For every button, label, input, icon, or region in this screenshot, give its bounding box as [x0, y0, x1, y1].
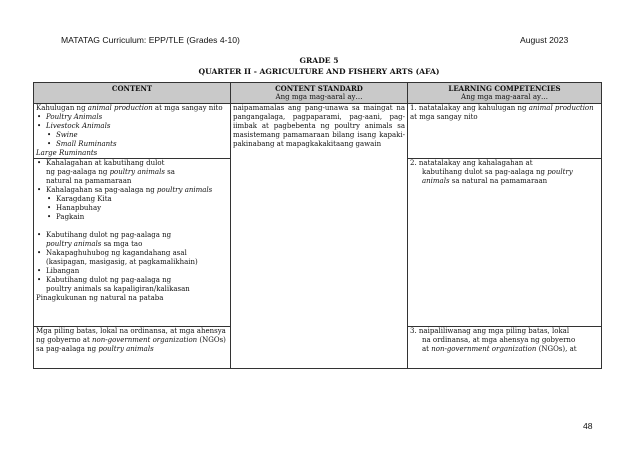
italic-term: non-government organization: [92, 336, 198, 344]
column-header-label: CONTENT STANDARD: [275, 84, 363, 93]
list-item: [36, 186, 228, 195]
text-span: Pagkain: [56, 213, 85, 221]
table-row: [34, 104, 602, 159]
text-span: sa natural na pamamaraan: [449, 177, 548, 185]
list-item: [46, 195, 228, 204]
text-span: Karagdang Kita: [56, 195, 112, 203]
content-list: [36, 113, 228, 149]
text-span: at mga sangay nito: [152, 104, 223, 112]
list-item: [36, 113, 228, 122]
text-span: at: [422, 345, 432, 353]
text-span: (NGOs), at: [536, 345, 577, 353]
text-span: sa mga tao: [101, 240, 143, 248]
competency-line: [410, 345, 599, 354]
page-number: 48: [583, 421, 593, 431]
list-item: [36, 122, 228, 131]
content-cell: [34, 104, 231, 159]
text-span: sa: [164, 168, 175, 176]
text-span: Kabutihang dulot ng pag-aalaga ng: [46, 231, 172, 239]
text-span: (NGOs) sa pag-aalaga ng: [36, 336, 226, 353]
italic-term: poultry animals: [46, 240, 102, 248]
italic-term: Large Ruminants: [36, 149, 98, 157]
text-span: 1. natatalakay ang kahulugan ng: [410, 104, 529, 112]
competency-line: na ordinansa, at mga ahensya ng gobyerno: [422, 336, 576, 344]
grade-title: GRADE 5: [299, 56, 339, 65]
column-header-label: CONTENT: [111, 84, 153, 93]
text-span: (kasipagan, masigasig, at pagkamalikhain): [46, 258, 198, 266]
list-item: [36, 276, 228, 294]
list-item: [46, 131, 228, 140]
content-list: [36, 159, 228, 222]
column-header-content-standard: [231, 83, 408, 104]
competency-cell: [408, 159, 602, 327]
italic-term: animals: [422, 177, 450, 185]
document-header-title: MATATAG Curriculum: EPP/TLE (Grades 4-10): [61, 35, 240, 45]
quarter-title: QUARTER II - AGRICULTURE AND FISHERY ARTS (AFA): [198, 67, 440, 76]
content-cell: [34, 327, 231, 369]
text-span: Kabutihang dulot ng pag-aalaga ng: [46, 276, 172, 284]
italic-term: Poultry Animals: [46, 113, 103, 121]
text-span: Kahalagahan at kabutihang dulot: [46, 159, 165, 167]
text-span: ng pag-aalaga ng: [46, 168, 110, 176]
italic-term: non-government organization: [431, 345, 537, 353]
text-span: Libangan: [46, 267, 80, 275]
column-header-content: [34, 83, 231, 104]
italic-term: poultry: [547, 168, 573, 176]
competency-line: [410, 177, 599, 186]
competency-line: 2. natatalakay ang kahalagahan at: [410, 159, 533, 167]
list-item: [46, 140, 228, 149]
column-header-sublabel: Ang mga mag-aaral ay…: [275, 93, 363, 101]
text-span: at mga sangay nito: [410, 113, 478, 121]
curriculum-table: [33, 82, 602, 369]
competency-line: [410, 168, 599, 177]
document-header-date: August 2023: [520, 35, 569, 45]
italic-term: Livestock Animals: [46, 122, 111, 130]
text-span: Nakapaghuhubog ng kagandahang asal: [46, 249, 187, 257]
list-item: [36, 231, 228, 249]
competency-cell: [408, 327, 602, 369]
italic-term: poultry animals: [98, 345, 154, 353]
content-standard-cell: [231, 104, 408, 369]
italic-term: animal production: [528, 104, 594, 112]
column-header-label: LEARNING COMPETENCIES: [448, 84, 561, 93]
italic-term: Swine: [56, 131, 78, 139]
content-cell: [34, 159, 231, 327]
italic-term: poultry animals: [156, 186, 213, 194]
list-item: [36, 249, 228, 267]
text-span: natural na pamamaraan: [46, 177, 132, 185]
text-span: kabutihang dulot sa pag-aalaga ng: [422, 168, 548, 176]
table-header-row: [34, 83, 602, 104]
text-span: Kahalagahan sa pag-aalaga ng: [46, 186, 157, 194]
content-tail: [36, 149, 228, 158]
list-item: [46, 213, 228, 222]
italic-term: poultry animals: [109, 168, 165, 176]
text-span: Hanapbuhay: [56, 204, 102, 212]
competency-cell: [408, 104, 602, 159]
competency-line: 3. naipaliliwanag ang mga piling batas, lokal: [410, 327, 570, 335]
list-item: [36, 159, 228, 186]
column-header-learning-competencies: [408, 83, 602, 104]
content-list: [36, 231, 228, 294]
text-span: poultry animals sa kapaligiran/kalikasan: [46, 285, 190, 293]
list-item: [36, 267, 228, 276]
text-span: Mga piling batas, lokal na ordinansa, at mga ahensya ng gobyerno at: [36, 327, 226, 344]
content-standard-text: naipamamalas ang pang-unawa sa maingat na pangangalaga, pagpaparami, pag-aani, pag-iimbak at pagbebenta ng poultry animals sa masistemang pamamaraan bilang isang kapaki-pakinabang at mapagkakakitaang gawain: [233, 104, 405, 148]
list-item: [46, 204, 228, 213]
column-header-sublabel: Ang mga mag-aaral ay…: [461, 93, 548, 101]
text-span: Kahulugan ng: [36, 104, 88, 112]
italic-term: Small Ruminants: [56, 140, 117, 148]
content-tail: Pinagkukunan ng natural na pataba: [36, 294, 164, 302]
content-intro: [36, 104, 228, 113]
spacer: [36, 222, 228, 231]
italic-term: animal production: [87, 104, 153, 112]
